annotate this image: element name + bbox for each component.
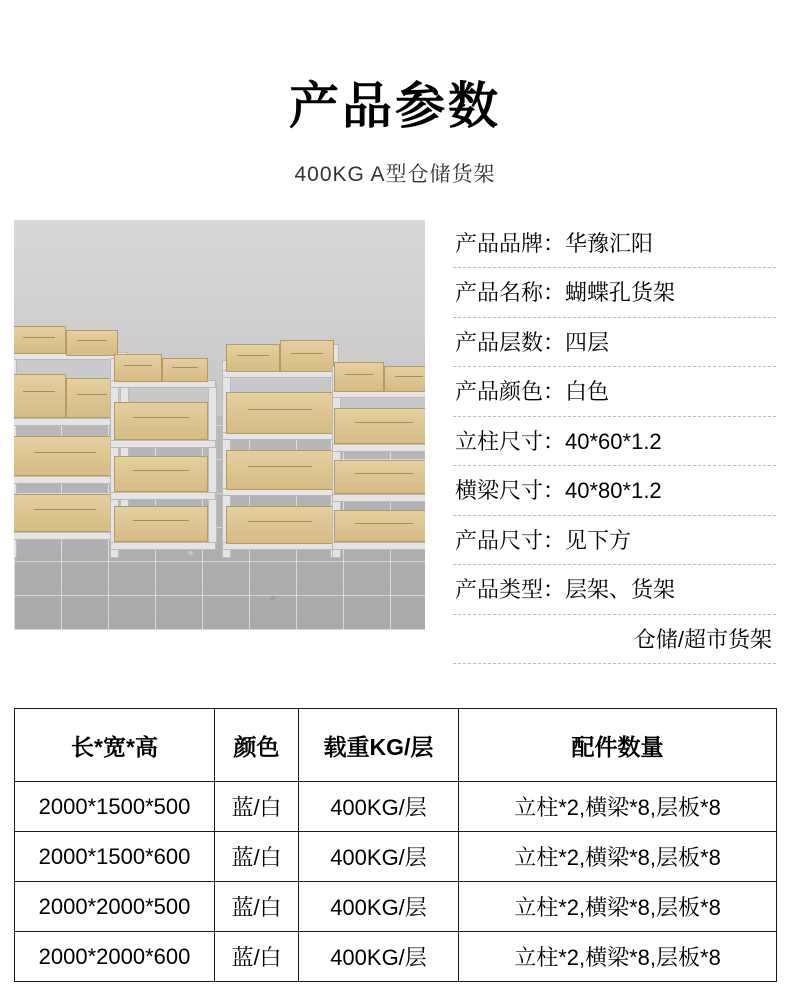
table-row — [15, 782, 777, 832]
page-header — [0, 0, 790, 188]
spec-value: 四层 — [565, 329, 610, 355]
cell-size: 2000*1500*600 — [15, 832, 215, 882]
spec-label: 产品尺寸： — [455, 527, 566, 553]
rack-right — [332, 360, 425, 556]
spec-row-beam-size — [453, 466, 776, 516]
dimension-table-wrap — [14, 708, 776, 982]
cell-size: 2000*1500*500 — [15, 782, 215, 832]
cell-color: 蓝/白 — [215, 932, 299, 982]
cell-parts: 立柱*2,横梁*8,层板*8 — [459, 882, 777, 932]
spec-value: 40*80*1.2 — [565, 478, 662, 503]
cell-parts: 立柱*2,横梁*8,层板*8 — [459, 832, 777, 882]
cell-color: 蓝/白 — [215, 832, 299, 882]
spec-row-color — [453, 367, 776, 417]
spec-row-column-size — [453, 417, 776, 467]
page-subtitle: 400KG A型仓储货架 — [294, 162, 496, 186]
cell-size: 2000*2000*500 — [15, 882, 215, 932]
spec-label: 产品名称： — [455, 280, 566, 305]
spec-row-product-type-continued: 仓储/超市货架 — [453, 615, 776, 665]
spec-label: 产品层数： — [455, 329, 566, 355]
table-header-color: 颜色 — [215, 709, 299, 782]
spec-row-product-size — [453, 516, 776, 566]
page-title: 产品参数 — [289, 78, 501, 134]
cell-load: 400KG/层 — [299, 882, 459, 932]
spec-value: 蝴蝶孔货架 — [565, 280, 676, 305]
spec-label: 产品类型： — [455, 577, 566, 602]
spec-row-product-type — [453, 565, 776, 615]
cell-load: 400KG/层 — [299, 932, 459, 982]
spec-row-brand — [453, 222, 776, 269]
cell-parts: 立柱*2,横梁*8,层板*8 — [459, 932, 777, 982]
product-photo — [14, 220, 425, 630]
table-header-size: 长*宽*高 — [15, 709, 215, 782]
table-header-parts: 配件数量 — [459, 709, 777, 782]
table-header-row — [15, 709, 777, 782]
spec-value: 见下方 — [565, 527, 632, 553]
cell-parts: 立柱*2,横梁*8,层板*8 — [459, 782, 777, 832]
product-overview — [0, 220, 790, 665]
spec-value: 层架、货架 — [565, 577, 676, 602]
spec-label: 产品品牌： — [455, 230, 566, 256]
spec-value: 40*60*1.2 — [565, 428, 662, 454]
spec-row-name — [453, 268, 776, 318]
warehouse-scene-illustration — [14, 220, 425, 630]
spec-value: 白色 — [565, 379, 610, 404]
spec-label: 产品颜色： — [455, 379, 566, 404]
table-row — [15, 832, 777, 882]
table-row — [15, 932, 777, 982]
cell-color: 蓝/白 — [215, 882, 299, 932]
spec-label: 横梁尺寸： — [455, 478, 566, 503]
spec-list — [453, 220, 776, 665]
cell-size: 2000*2000*600 — [15, 932, 215, 982]
spec-value: 华豫汇阳 — [565, 230, 654, 256]
cell-load: 400KG/层 — [299, 832, 459, 882]
spec-label: 立柱尺寸： — [455, 428, 566, 454]
rack-left-inner — [110, 346, 216, 556]
spec-row-layers — [453, 318, 776, 368]
rack-right-inner — [222, 340, 338, 556]
dimension-table — [14, 708, 777, 982]
table-header-load: 载重KG/层 — [299, 709, 459, 782]
cell-load: 400KG/层 — [299, 782, 459, 832]
table-row — [15, 882, 777, 932]
cell-color: 蓝/白 — [215, 782, 299, 832]
